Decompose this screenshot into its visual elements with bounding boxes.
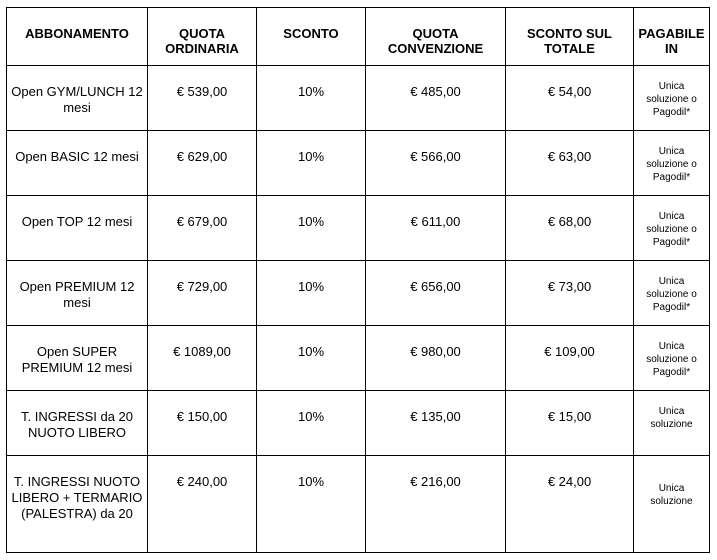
cell-abbonamento: T. INGRESSI da 20 NUOTO LIBERO <box>7 391 148 456</box>
cell-quota-convenzione: € 611,00 <box>366 196 506 261</box>
cell-pagabile-in: Unica soluzione o Pagodil* <box>634 326 710 391</box>
table-row <box>7 196 710 261</box>
table-row <box>7 456 710 553</box>
cell-sconto: 10% <box>257 66 366 131</box>
cell-abbonamento: Open PREMIUM 12 mesi <box>7 261 148 326</box>
cell-quota-convenzione: € 980,00 <box>366 326 506 391</box>
cell-quota-ordinaria: € 679,00 <box>148 196 257 261</box>
cell-sconto: 10% <box>257 456 366 553</box>
cell-quota-ordinaria: € 1089,00 <box>148 326 257 391</box>
cell-abbonamento: Open SUPER PREMIUM 12 mesi <box>7 326 148 391</box>
header-row <box>7 8 710 66</box>
cell-sconto-sul-totale: € 54,00 <box>506 66 634 131</box>
table-header <box>7 8 710 66</box>
cell-quota-ordinaria: € 150,00 <box>148 391 257 456</box>
cell-pagabile-in: Unica soluzione <box>634 456 710 553</box>
cell-pagabile-in: Unica soluzione <box>634 391 710 456</box>
cell-sconto: 10% <box>257 196 366 261</box>
cell-quota-convenzione: € 135,00 <box>366 391 506 456</box>
cell-sconto-sul-totale: € 73,00 <box>506 261 634 326</box>
cell-sconto: 10% <box>257 391 366 456</box>
table-row <box>7 261 710 326</box>
cell-pagabile-in: Unica soluzione o Pagodil* <box>634 66 710 131</box>
cell-sconto-sul-totale: € 15,00 <box>506 391 634 456</box>
table-body <box>7 66 710 553</box>
cell-sconto-sul-totale: € 68,00 <box>506 196 634 261</box>
cell-quota-convenzione: € 656,00 <box>366 261 506 326</box>
cell-quota-ordinaria: € 629,00 <box>148 131 257 196</box>
cell-abbonamento: Open BASIC 12 mesi <box>7 131 148 196</box>
subscriptions-table <box>6 7 710 553</box>
header-sconto-sul-totale: SCONTO SUL TOTALE <box>506 8 634 66</box>
cell-quota-ordinaria: € 240,00 <box>148 456 257 553</box>
header-abbonamento: ABBONAMENTO <box>7 8 148 66</box>
cell-quota-ordinaria: € 729,00 <box>148 261 257 326</box>
cell-quota-convenzione: € 216,00 <box>366 456 506 553</box>
table-row <box>7 131 710 196</box>
cell-sconto-sul-totale: € 63,00 <box>506 131 634 196</box>
cell-sconto: 10% <box>257 131 366 196</box>
cell-quota-convenzione: € 485,00 <box>366 66 506 131</box>
header-sconto: SCONTO <box>257 8 366 66</box>
table-row <box>7 391 710 456</box>
cell-quota-ordinaria: € 539,00 <box>148 66 257 131</box>
cell-pagabile-in: Unica soluzione o Pagodil* <box>634 196 710 261</box>
table-row <box>7 326 710 391</box>
table-row <box>7 66 710 131</box>
cell-abbonamento: Open TOP 12 mesi <box>7 196 148 261</box>
cell-abbonamento: T. INGRESSI NUOTO LIBERO + TERMARIO (PALESTRA) da 20 <box>7 456 148 553</box>
header-pagabile-in: PAGABILE IN <box>634 8 710 66</box>
cell-sconto-sul-totale: € 109,00 <box>506 326 634 391</box>
cell-abbonamento: Open GYM/LUNCH 12 mesi <box>7 66 148 131</box>
cell-sconto: 10% <box>257 326 366 391</box>
header-quota-ordinaria: QUOTA ORDINARIA <box>148 8 257 66</box>
cell-pagabile-in: Unica soluzione o Pagodil* <box>634 131 710 196</box>
cell-sconto: 10% <box>257 261 366 326</box>
cell-pagabile-in: Unica soluzione o Pagodil* <box>634 261 710 326</box>
cell-sconto-sul-totale: € 24,00 <box>506 456 634 553</box>
header-quota-convenzione: QUOTA CONVENZIONE <box>366 8 506 66</box>
cell-quota-convenzione: € 566,00 <box>366 131 506 196</box>
